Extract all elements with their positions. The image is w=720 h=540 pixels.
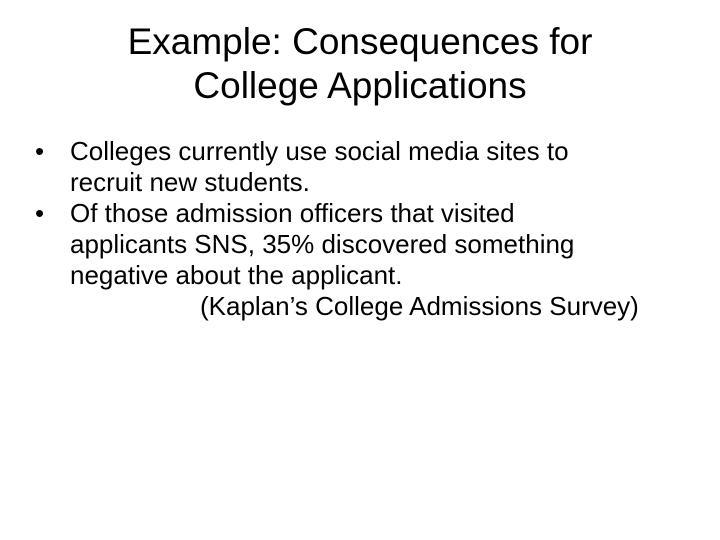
citation: (Kaplan’s College Admissions Survey) [200,291,639,321]
slide-title-line: College Applications [193,65,527,106]
bullet-text-line: recruit new students. [70,167,310,197]
bullet-text-line: negative about the applicant. [70,260,403,290]
bullet-text-line: Colleges currently use social media sites to [70,136,569,166]
bullet-text-line: applicants SNS, 35% discovered something [70,229,575,259]
bullet-text-line: Of those admission officers that visited [70,198,515,228]
bullet-item [35,198,695,322]
slide-title-line: Example: Consequences for [127,21,593,62]
bullet-text [70,198,695,322]
bullet-marker: • [35,136,45,166]
bullet-list [35,136,695,322]
bullet-marker: • [35,198,45,228]
bullet-text [70,136,695,198]
slide-title [40,20,680,108]
bullet-item [35,136,695,198]
